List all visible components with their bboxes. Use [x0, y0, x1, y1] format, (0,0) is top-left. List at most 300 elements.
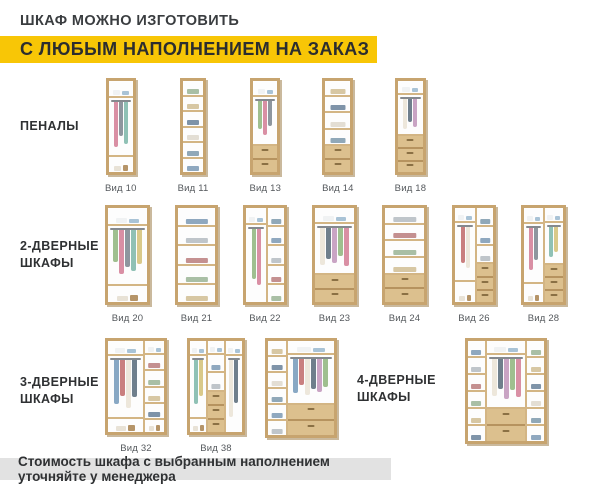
folded-linen	[336, 217, 346, 221]
wardrobe-вид-13	[250, 78, 280, 175]
shelf-cell	[268, 341, 286, 355]
wardrobe-interior	[183, 81, 203, 172]
folded-linen	[297, 347, 311, 352]
wardrobe-view-label: Вид 32	[120, 443, 152, 454]
shelf-cell	[183, 110, 203, 126]
folded-clothes	[148, 380, 160, 385]
garment	[119, 102, 123, 137]
storage-box	[114, 166, 121, 171]
wardrobe-column	[525, 341, 544, 441]
shelf-cell	[183, 157, 203, 173]
drawer-front	[253, 146, 277, 158]
wardrobe-column	[206, 341, 223, 432]
wardrobe-section-hang	[524, 222, 543, 283]
hanging-clothes	[109, 230, 146, 283]
folded-clothes	[393, 267, 416, 272]
catalog-item	[322, 78, 354, 194]
wardrobe-column	[109, 81, 133, 172]
wardrobe-вид-23	[312, 205, 357, 305]
wardrobe-section-hang	[253, 95, 277, 145]
hanging-clothes	[191, 360, 205, 416]
wardrobe-section-floor	[145, 418, 164, 432]
row-items	[105, 78, 426, 194]
drawer-handle	[401, 293, 408, 295]
wardrobe-column	[268, 341, 286, 435]
drawer-handle	[262, 163, 269, 165]
storage-box	[193, 426, 198, 431]
folded-clothes	[531, 418, 541, 423]
shelf-cell	[183, 81, 203, 95]
wardrobe-view-label: Вид 26	[458, 313, 490, 324]
catalog-item	[312, 205, 357, 324]
drawer-handle	[307, 425, 314, 427]
drawer-handle	[212, 395, 219, 397]
drawer-handle	[212, 409, 219, 411]
row-category-label-line: 2-ДВЕРНЫЕ	[20, 238, 99, 253]
bag	[200, 425, 204, 431]
catalog-item	[382, 205, 427, 324]
floor-items	[109, 165, 133, 171]
wardrobe-column	[286, 341, 334, 435]
linen-stack	[253, 89, 277, 94]
shelf-cell	[268, 355, 286, 371]
garment	[554, 227, 558, 252]
folded-linen	[258, 89, 265, 94]
storage-box	[459, 296, 465, 301]
wardrobe-section-hang	[109, 96, 133, 155]
wardrobe-section-shelves	[468, 341, 485, 441]
shelf-cell	[385, 256, 424, 273]
wardrobe-interior	[455, 208, 493, 302]
garment	[461, 227, 465, 264]
drawer-handle	[407, 139, 414, 141]
linen-stack	[455, 215, 475, 220]
inline-category-label-line: ШКАФЫ	[357, 389, 411, 404]
garment	[263, 101, 267, 135]
wardrobe-section-shelves	[477, 208, 493, 262]
wardrobe-column	[143, 341, 164, 432]
garment	[492, 359, 497, 395]
garment	[114, 360, 119, 404]
wardrobe-column	[266, 208, 284, 302]
garment	[498, 359, 503, 389]
wardrobe-section-hang	[190, 354, 206, 417]
shelf-cell	[268, 283, 284, 302]
folded-linen	[148, 347, 154, 352]
wardrobe-view-label: Вид 13	[249, 183, 282, 194]
wardrobe-section-hang	[455, 221, 475, 281]
folded-clothes	[187, 151, 199, 156]
wardrobe-interior	[108, 341, 164, 432]
wardrobe-вид-10	[106, 78, 136, 175]
catalog-item	[465, 338, 547, 463]
wardrobe-section-shelves	[268, 208, 284, 302]
linen-stack	[108, 348, 143, 353]
catalog-row	[0, 205, 600, 324]
drawer-handle	[331, 293, 338, 295]
garment	[534, 228, 538, 260]
garment	[132, 360, 137, 397]
wardrobe-section-drawers	[398, 134, 423, 172]
wardrobe-вид-24	[382, 205, 427, 305]
folded-linen	[257, 218, 262, 222]
wardrobe-section-shelves	[183, 81, 203, 172]
folded-clothes	[148, 363, 160, 368]
drawer-front	[545, 265, 564, 276]
folded-clothes	[187, 166, 199, 171]
linen-stack	[226, 348, 242, 353]
folded-linen	[508, 348, 518, 352]
hanging-clothes	[110, 102, 132, 154]
catalog-item	[105, 205, 150, 324]
wardrobe-view-label: Вид 10	[105, 183, 137, 194]
drawer-handle	[334, 163, 341, 165]
wardrobe-section-floor	[109, 155, 133, 172]
garment	[119, 230, 124, 274]
drawer-front	[315, 288, 354, 302]
wardrobe-interior	[109, 81, 133, 172]
wardrobe-interior	[385, 208, 424, 302]
row-category-label	[0, 118, 105, 135]
garment	[408, 99, 412, 121]
catalog-item	[105, 78, 137, 194]
shelf-cell	[468, 407, 485, 424]
catalog-item	[243, 205, 287, 324]
catalog-item	[452, 205, 496, 324]
wardrobe-section-drawers	[253, 144, 277, 172]
folded-clothes	[480, 238, 490, 243]
linen-stack	[208, 347, 223, 352]
shelf-cell	[468, 424, 485, 441]
floor-items	[145, 425, 164, 431]
drawer-handle	[307, 408, 314, 410]
wardrobe-section-drawers	[545, 263, 564, 302]
shelf-cell	[183, 95, 203, 111]
garment	[326, 228, 331, 259]
wardrobe-unlabeled	[265, 338, 337, 438]
folded-linen	[116, 218, 128, 223]
garment	[311, 359, 316, 389]
garment	[114, 102, 118, 147]
wardrobe-section-linen	[246, 208, 266, 223]
garment	[120, 360, 125, 396]
shelf-cell	[477, 225, 493, 244]
garment	[305, 359, 310, 395]
drawer-handle	[262, 149, 269, 151]
shelf-cell	[208, 355, 223, 371]
shelf-cell	[385, 239, 424, 256]
wardrobe-column	[485, 341, 526, 441]
folded-clothes	[185, 238, 207, 243]
wardrobe-section-floor	[455, 280, 475, 302]
folded-linen	[547, 215, 553, 220]
folded-linen	[122, 91, 128, 95]
wardrobe-column	[224, 341, 242, 432]
garment	[131, 230, 136, 271]
wardrobe-column	[178, 208, 215, 302]
folded-linen	[466, 216, 471, 220]
folded-clothes	[185, 219, 207, 224]
wardrobe-section-floor	[190, 417, 206, 432]
wardrobe-section-linen	[455, 208, 475, 221]
drawer-front	[208, 418, 223, 432]
folded-clothes	[271, 219, 281, 224]
folded-clothes	[393, 250, 416, 255]
garment	[126, 360, 131, 408]
linen-stack	[145, 347, 164, 352]
drawer-front	[208, 404, 223, 418]
folded-clothes	[393, 217, 416, 222]
drawer-front	[208, 392, 223, 404]
hanging-clothes	[399, 99, 422, 133]
row-category-label	[0, 238, 105, 272]
garment	[529, 228, 533, 271]
wardrobe-section-shelves	[385, 208, 424, 273]
drawer-handle	[212, 423, 219, 425]
garment	[113, 230, 118, 262]
garment	[504, 359, 509, 399]
folded-clothes	[531, 435, 541, 440]
linen-stack	[487, 347, 526, 352]
wardrobe-section-hang	[108, 224, 147, 284]
drawer-front	[398, 136, 423, 147]
shelf-cell	[325, 95, 350, 111]
garment	[137, 230, 142, 264]
wardrobe-section-linen	[108, 208, 147, 224]
shelf-cell	[325, 128, 350, 144]
shelf-cell	[468, 373, 485, 390]
linen-stack	[524, 216, 543, 221]
linen-stack	[190, 348, 206, 353]
folded-linen	[228, 348, 233, 353]
folded-clothes	[185, 277, 207, 282]
wardrobe-interior	[468, 341, 544, 441]
garment	[293, 359, 298, 393]
wardrobe-column	[108, 341, 143, 432]
folded-clothes	[187, 89, 199, 94]
shelf-cell	[468, 356, 485, 373]
folded-clothes	[211, 384, 220, 389]
garment	[252, 229, 256, 280]
wardrobe-вид-26	[452, 205, 496, 305]
folded-linen	[458, 215, 464, 220]
wardrobe-view-label: Вид 22	[249, 313, 281, 324]
folded-linen	[402, 87, 410, 92]
folded-clothes	[471, 384, 481, 389]
folded-clothes	[531, 367, 541, 372]
row-items	[105, 338, 547, 463]
shelf-cell	[527, 390, 544, 407]
bag	[123, 165, 128, 171]
drawer-handle	[550, 294, 557, 296]
bag	[130, 295, 138, 301]
shelf-cell	[468, 390, 485, 407]
wardrobe-вид-28	[521, 205, 566, 305]
catalog-item	[105, 338, 167, 454]
folded-clothes	[471, 367, 481, 372]
drawer-handle	[331, 279, 338, 281]
shelf-cell	[268, 419, 286, 435]
folded-clothes	[187, 120, 199, 125]
folded-linen	[527, 216, 533, 221]
wardrobe-section-shelves	[527, 341, 544, 441]
garment	[332, 228, 337, 263]
drawer-handle	[401, 278, 408, 280]
catalog-item	[175, 205, 218, 324]
wardrobe-вид-18	[395, 78, 426, 175]
heading-line1: ШКАФ МОЖНО ИЗГОТОВИТЬ	[20, 13, 240, 29]
wardrobe-column	[325, 81, 350, 172]
wardrobe-view-label: Вид 11	[177, 183, 209, 194]
catalog-item	[395, 78, 427, 194]
shelf-cell	[178, 225, 215, 244]
wardrobe-interior	[253, 81, 277, 172]
shelf-cell	[268, 208, 284, 225]
folded-clothes	[330, 89, 345, 94]
shelf-cell	[477, 244, 493, 263]
drawer-front	[477, 276, 493, 289]
hanging-clothes	[316, 228, 353, 272]
drawer-front	[477, 264, 493, 275]
wardrobe-section-hang	[545, 221, 564, 263]
folded-linen	[249, 217, 255, 222]
wardrobe-section-linen	[190, 341, 206, 354]
drawer-handle	[503, 430, 510, 432]
hanging-clothes	[488, 359, 525, 406]
folded-clothes	[185, 258, 207, 263]
shelf-cell	[178, 264, 215, 283]
shelf-cell	[477, 208, 493, 225]
row-category-label-line: ШКАФЫ	[20, 391, 74, 406]
garment	[257, 229, 261, 285]
wardrobe-section-shelves	[268, 341, 286, 435]
garment	[299, 359, 304, 385]
wardrobe-section-hang	[315, 222, 354, 273]
hanging-clothes	[109, 360, 142, 416]
wardrobe-section-linen	[109, 81, 133, 96]
wardrobe-interior	[190, 341, 242, 432]
wardrobe-column	[543, 208, 564, 302]
folded-clothes	[271, 238, 281, 243]
folded-clothes	[187, 104, 199, 109]
folded-linen	[210, 347, 215, 352]
shelf-cell	[325, 111, 350, 127]
shelf-cell	[385, 208, 424, 223]
folded-clothes	[271, 296, 281, 301]
inline-category-label-line: 4-ДВЕРНЫЕ	[357, 373, 436, 387]
drawer-handle	[334, 149, 341, 151]
wardrobe-section-hang	[246, 223, 266, 302]
wardrobe-section-linen	[208, 341, 223, 353]
folded-clothes	[480, 256, 490, 261]
folded-linen	[115, 348, 125, 353]
folded-linen	[192, 348, 197, 353]
shelf-cell	[385, 223, 424, 240]
shelf-cell	[527, 424, 544, 441]
wardrobe-column	[246, 208, 266, 302]
linen-stack	[108, 218, 147, 223]
wardrobe-вид-21	[175, 205, 218, 305]
floor-items	[455, 295, 475, 301]
wardrobe-view-label: Вид 24	[388, 313, 421, 324]
drawer-front	[288, 419, 334, 435]
drawer-handle	[482, 281, 489, 283]
shelf-cell	[145, 355, 164, 369]
hanging-clothes	[227, 360, 241, 431]
folded-linen	[323, 216, 335, 221]
wardrobe-column	[315, 208, 354, 302]
folded-clothes	[471, 401, 481, 406]
folded-clothes	[471, 418, 481, 423]
folded-clothes	[148, 412, 160, 417]
shelf-cell	[527, 407, 544, 424]
garment	[268, 101, 272, 127]
row-category-label-line: ШКАФЫ	[20, 255, 74, 270]
hanging-clothes	[247, 229, 265, 301]
shelf-cell	[178, 283, 215, 302]
wardrobe-interior	[398, 81, 423, 172]
linen-stack	[109, 90, 133, 95]
wardrobe-section-drawers	[208, 390, 223, 432]
garment	[124, 102, 128, 144]
drawer-front	[385, 287, 424, 302]
folded-linen	[313, 348, 325, 352]
folded-linen	[535, 217, 540, 221]
folded-linen	[199, 349, 204, 353]
wardrobe-section-floor	[108, 417, 143, 432]
folded-clothes	[272, 365, 283, 370]
wardrobe-вид-22	[243, 205, 287, 305]
wardrobe-section-drawers	[487, 407, 526, 441]
wardrobe-column	[253, 81, 277, 172]
folded-clothes	[148, 396, 160, 401]
shelf-cell	[268, 403, 286, 419]
row-items	[105, 205, 566, 324]
drawer-front	[398, 160, 423, 173]
wardrobe-interior	[178, 208, 215, 302]
wardrobe-section-hang	[398, 93, 423, 134]
linen-stack	[545, 215, 564, 220]
hanging-clothes	[525, 228, 542, 282]
wardrobe-section-linen	[108, 341, 143, 354]
wardrobe-вид-20	[105, 205, 150, 305]
garment	[125, 230, 130, 267]
shelf-cell	[183, 141, 203, 157]
wardrobe-column	[524, 208, 543, 302]
catalog-item	[249, 78, 281, 194]
wardrobe-section-linen	[145, 341, 164, 353]
drawer-handle	[550, 268, 557, 270]
wardrobe-interior	[268, 341, 334, 435]
folded-clothes	[272, 413, 283, 418]
folded-linen	[129, 219, 139, 223]
drawer-front	[545, 289, 564, 302]
wardrobe-section-hang	[288, 353, 334, 403]
wardrobe-column	[108, 208, 147, 302]
garment	[403, 99, 407, 128]
catalog-item	[187, 338, 245, 454]
wardrobe-section-linen	[487, 341, 526, 353]
wardrobe-interior	[524, 208, 563, 302]
linen-stack	[288, 347, 334, 352]
row-category-label	[0, 374, 105, 408]
floor-items	[190, 425, 206, 431]
garment	[516, 359, 521, 396]
shelf-cell	[145, 386, 164, 402]
shelf-cell	[268, 244, 284, 263]
wardrobe-section-linen	[524, 208, 543, 222]
folded-linen	[494, 347, 506, 352]
